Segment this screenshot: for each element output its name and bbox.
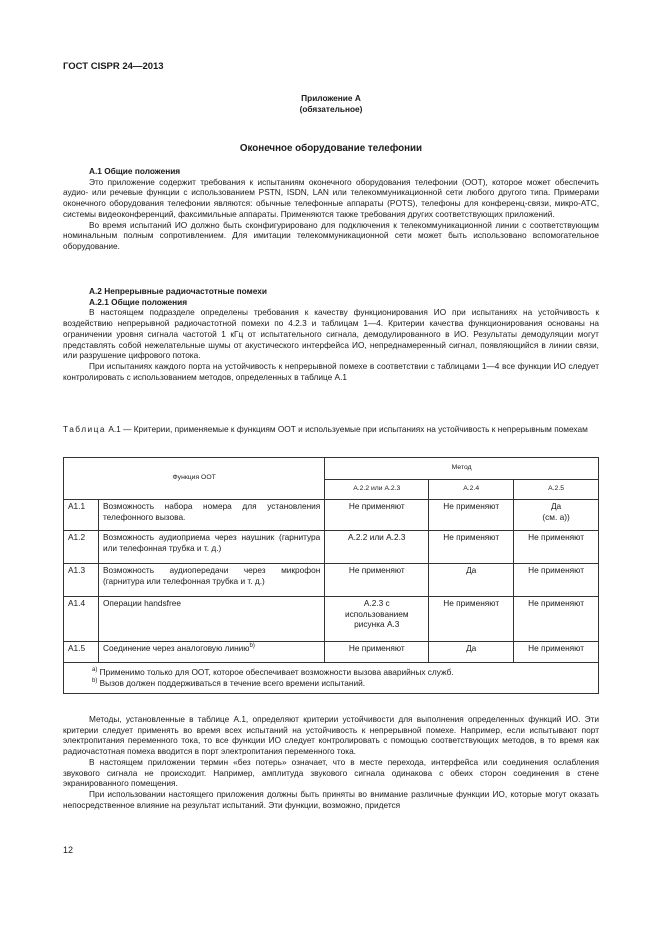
row-function: Операции handsfree	[98, 597, 324, 642]
row-method-3	[514, 500, 599, 531]
table-note-b-mark: b)	[92, 678, 98, 685]
annex-status: (обязательное)	[299, 104, 363, 114]
table-row	[64, 500, 599, 531]
row-method-2: Да	[429, 642, 514, 663]
table-note-a-mark: а)	[92, 667, 98, 674]
table-note-a	[92, 667, 592, 678]
row-function-footnote-ref: b)	[249, 643, 255, 650]
section-a1-paragraph-2: Во время испытаний ИО должно быть сконфигурировано для подключения к телекоммуникационной линии с соответствующим номинальным полным сопротивлением. Для имитации телекоммуникационной сети может быть использовано вспомогательное оборудование.	[63, 219, 599, 251]
table-caption	[63, 424, 599, 435]
post-table-paragraph-1: Методы, установленные в таблице А.1, определяют критерии устойчивости для выполнения определенных функций ИО. Эти критерии следует применять во время всех испытаний на устойчивость к непрерывной помехе. Например, если испытывают порт электропитания переменного тока, то все функции ИО следует контролировать с помощью соответствующих методов, в то время как радиочастотная помеха вводится в порт электропитания переменного тока.	[63, 714, 599, 757]
col-header-method-3: А.2.5	[514, 480, 599, 500]
section-a1-paragraph-1: Это приложение содержит требования к испытаниям оконечного оборудования телефонии (ООТ), которое может обеспечить аудио- или речевые функции с использованием PSTN, ISDN, LAN или телекоммуникационной сети любого другого типа. Примерами оконечного оборудования телефонии являются: обычные телефонные аппараты (POTS), телефоны для конференц-связи, микро-АТС, системы видеоконференций, факсимильные аппараты. Применяются также требования других соответствующих приложений.	[63, 176, 599, 219]
row-method-1: Не применяют	[325, 500, 429, 531]
section-a1	[63, 166, 599, 252]
row-method-2: Не применяют	[429, 500, 514, 531]
row-method-3: Не применяют	[514, 564, 599, 597]
table-caption-label: Таблица	[63, 424, 107, 434]
page-number: 12	[63, 845, 74, 855]
post-table-paragraph-3: При использовании настоящего приложения должны быть приняты во внимание различные функции ИО, которые могут оказать непосредственное влияние на результат испытаний. Эти функции, возможно, придется	[63, 788, 599, 810]
row-function-text: Соединение через аналоговую линию	[102, 643, 250, 653]
row-function: Возможность набора номера для установления телефонного вызова.	[98, 500, 324, 531]
table-notes-row	[64, 663, 599, 694]
table-row	[64, 564, 599, 597]
row-id: А1.5	[64, 642, 99, 663]
row-method-3-value: Да	[550, 501, 562, 511]
row-id: А1.1	[64, 500, 99, 531]
criteria-table	[63, 457, 599, 694]
row-method-1: Не применяют	[325, 564, 429, 597]
row-function	[98, 642, 324, 663]
table-row	[64, 642, 599, 663]
row-id: А1.4	[64, 597, 99, 642]
section-a2-heading: А.2 Непрерывные радиочастотные помехи	[89, 286, 267, 296]
section-a2	[63, 286, 599, 382]
section-a1-heading: А.1 Общие положения	[89, 166, 181, 176]
col-header-method-1: А.2.2 или А.2.3	[325, 480, 429, 500]
section-a2-1-heading: А.2.1 Общие положения	[89, 296, 188, 307]
section-a2-paragraph-1: В настоящем подразделе определены требования к качеству функционирования ИО при испытаниях на устойчивость к воздействию непрерывной радиочастотной помехи по 4.2.3 и таблицам 1—4. Критерии качества функционирования основаны на ограничении уровня сигнала частотой 1 кГц от испытательного сигнала, демодулированного в ИО. Результаты демодуляции могут представлять собой нежелательные шумы от акустического интерфейса ИО, непреднамеренный сигнал, появляющийся в линии связи, или разрушение цифрового потока.	[63, 307, 599, 361]
row-method-3: Не применяют	[514, 531, 599, 564]
row-method-3: Не применяют	[514, 597, 599, 642]
table-note-b-text: Вызов должен поддерживаться в течение всего времени испытаний.	[97, 677, 366, 688]
table-notes	[64, 663, 599, 694]
row-function: Возможность аудиоприема через наушник (гарнитура или телефонная трубка и т. д.)	[98, 531, 324, 564]
document-id: ГОСТ CISPR 24—2013	[63, 61, 164, 72]
table-note-a-text: Применимо только для ООТ, которое обеспечивает возможности вызова аварийных служб.	[97, 667, 454, 677]
row-method-1: Не применяют	[325, 642, 429, 663]
row-method-2: Да	[429, 564, 514, 597]
col-header-function: Функция ООТ	[64, 458, 325, 500]
row-method-1: А.2.2 или А.2.3	[325, 531, 429, 564]
col-header-method: Метод	[325, 458, 599, 480]
row-method-3: Не применяют	[514, 642, 599, 663]
table-caption-text: А.1 — Критерии, применяемые к функциям ООТ и используемые при испытаниях на устойчивость к непрерывным помехам	[106, 424, 588, 434]
row-method-1: А.2.3 с использованием рисунка А.3	[325, 597, 429, 642]
section-a2-paragraph-2: При испытаниях каждого порта на устойчивость к непрерывной помехе в соответствии с таблицами 1—4 все функции ИО следует контролировать с использованием методов, определенных в таблице А.1	[63, 360, 599, 382]
row-id: А1.2	[64, 531, 99, 564]
col-header-method-2: А.2.4	[429, 480, 514, 500]
annex-label: Приложение А	[301, 93, 361, 103]
table-row	[64, 531, 599, 564]
row-method-2: Не применяют	[429, 597, 514, 642]
annex-header	[63, 93, 599, 115]
post-table-paragraph-2: В настоящем приложении термин «без потерь» означает, что в месте перехода, интерфейса или соединения ослабления звукового сигнала не происходит. Например, амплитуда звукового сигнала одинакова с обеих сторон соединения в стене экранированного помещения.	[63, 756, 599, 789]
table-row	[64, 597, 599, 642]
post-table-text	[63, 714, 599, 810]
row-id: А1.3	[64, 564, 99, 597]
row-function: Возможность аудиопередачи через микрофон (гарнитура или телефонная трубка и т. д.)	[98, 564, 324, 597]
row-method-2: Не применяют	[429, 531, 514, 564]
annex-title: Оконечное оборудование телефонии	[239, 143, 423, 154]
row-method-3-note-ref: (см. а))	[542, 511, 570, 522]
table-note-b	[92, 678, 592, 689]
